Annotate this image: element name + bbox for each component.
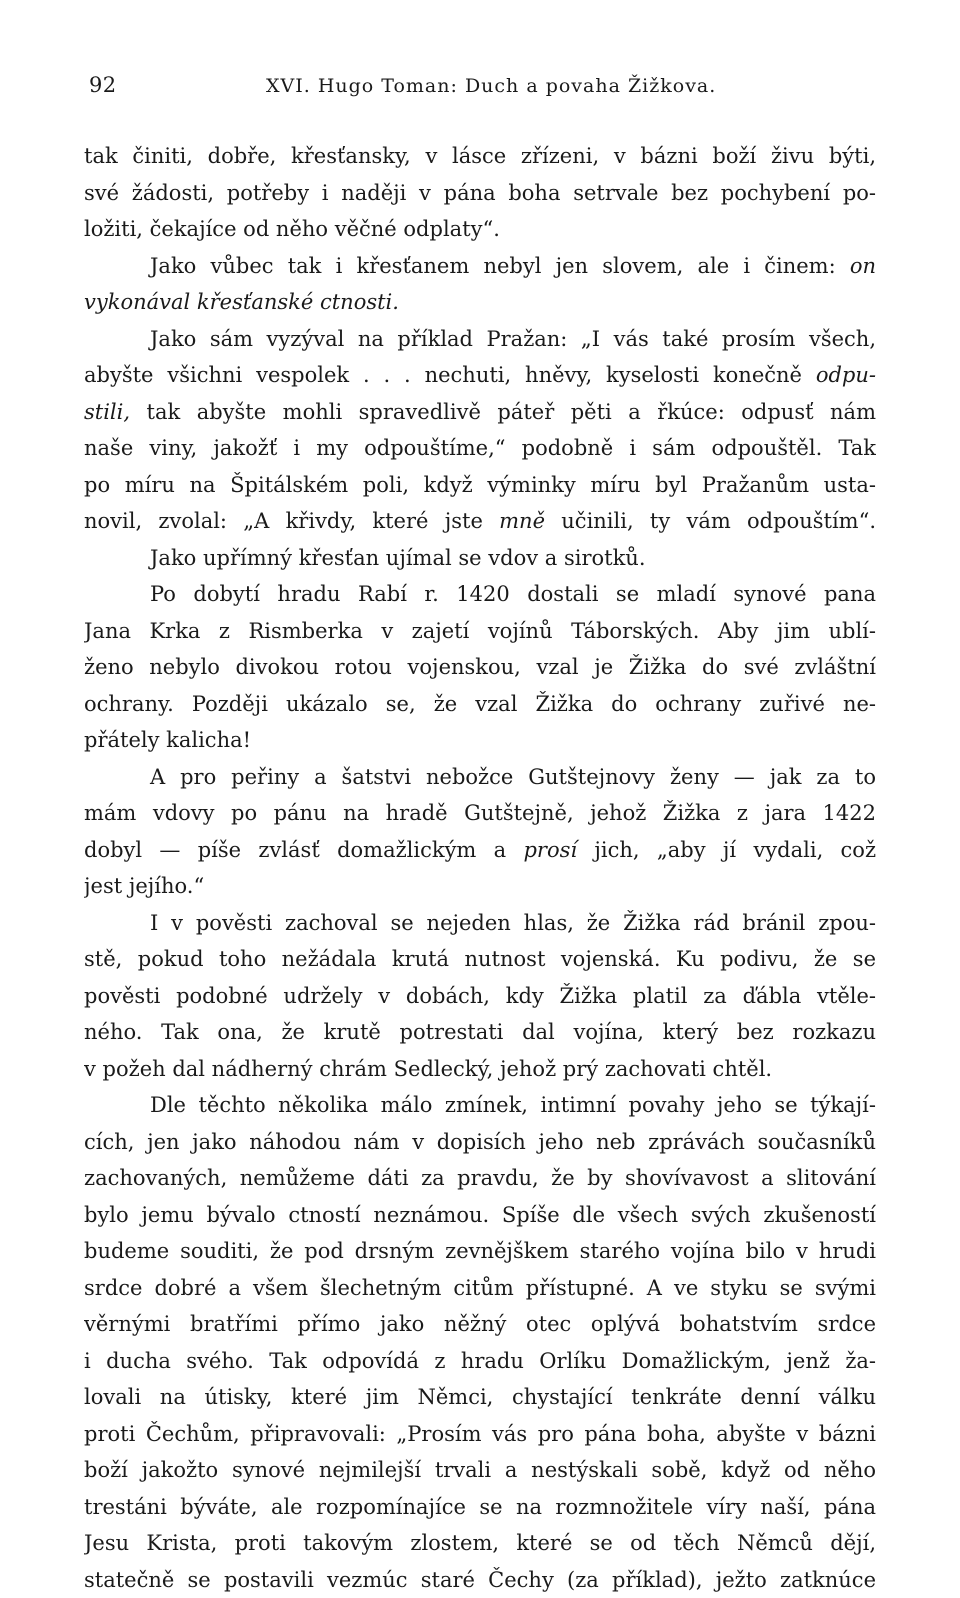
text-segment: trestáni býváte, ale rozpomínajíce se na rozmnožitele víry naší, pána bbox=[84, 1495, 876, 1519]
italic-text: prosí bbox=[523, 838, 577, 862]
text-line bbox=[84, 1087, 876, 1124]
text-segment: ochrany. Později ukázalo se, že vzal Žižka do ochrany zuřivé ne- bbox=[84, 692, 876, 716]
text-segment: statečně se postavili vezmúc staré Čechy (za příklad), ježto zatknúce bbox=[84, 1568, 876, 1592]
text-segment: mám vdovy po pánu na hradě Gutštejně, jehož Žižka z jara 1422 bbox=[84, 801, 876, 825]
text-line bbox=[84, 759, 876, 796]
text-line bbox=[84, 1014, 876, 1051]
text-line bbox=[84, 978, 876, 1015]
text-line bbox=[84, 1416, 876, 1453]
text-line bbox=[84, 1343, 876, 1380]
text-segment: Jako upřímný křesťan ujímal se vdov a sirotků. bbox=[150, 546, 646, 570]
text-line bbox=[84, 1452, 876, 1489]
italic-text: mně bbox=[499, 509, 545, 533]
text-segment: Jesu Krista, proti takovým zlostem, které se od těch Němců dějí, bbox=[84, 1531, 876, 1555]
text-line bbox=[84, 795, 876, 832]
text-line bbox=[84, 1562, 876, 1598]
text-line bbox=[84, 1270, 876, 1307]
text-line bbox=[84, 138, 876, 175]
text-line bbox=[84, 175, 876, 212]
text-segment: Jako sám vyzýval na příklad Pražan: „I vás také prosím všech, bbox=[150, 327, 876, 351]
text-segment: Po dobytí hradu Rabí r. 1420 dostali se mladí synové pana bbox=[150, 582, 876, 606]
text-segment: abyšte všichni vespolek . . . nechuti, hněvy, kyselosti konečně bbox=[84, 363, 816, 387]
text-line bbox=[84, 1306, 876, 1343]
text-segment: budeme souditi, že pod drsným zevnějškem starého vojína bilo v hrudi bbox=[84, 1239, 876, 1263]
text-segment: po míru na Špitálském poli, když výminky míru byl Pražanům usta- bbox=[84, 473, 876, 497]
text-line bbox=[84, 211, 876, 248]
text-segment: ložiti, čekajíce od něho věčné odplaty“. bbox=[84, 217, 500, 241]
text-line bbox=[84, 613, 876, 650]
body-text bbox=[84, 138, 876, 1598]
text-line bbox=[84, 722, 876, 759]
text-segment: tak činiti, dobře, křesťansky, v lásce zřízeni, v bázni boží živu býti, bbox=[84, 144, 876, 168]
text-segment: bylo jemu bývalo ctností neznámou. Spíše dle všech svých zkušeností bbox=[84, 1203, 876, 1227]
text-segment: Jana Krka z Rismberka v zajetí vojínů Táborských. Aby jim ublí- bbox=[84, 619, 876, 643]
text-segment: A pro peřiny a šatstvi nebožce Gutštejnovy ženy — jak za to bbox=[150, 765, 876, 789]
page-number: 92 bbox=[89, 73, 117, 97]
text-segment: učinili, ty vám odpouštím“. bbox=[545, 509, 876, 533]
running-title: XVI. Hugo Toman: Duch a povaha Žižkova. bbox=[266, 75, 716, 97]
text-line bbox=[84, 576, 876, 613]
text-segment: přátely kalicha! bbox=[84, 728, 251, 752]
text-line bbox=[84, 430, 876, 467]
text-line bbox=[84, 503, 876, 540]
text-line bbox=[84, 357, 876, 394]
text-segment: srdce dobré a všem šlechetným citům přístupné. A ve styku se svými bbox=[84, 1276, 876, 1300]
text-segment: ného. Tak ona, že krutě potrestati dal vojína, který bez rozkazu bbox=[84, 1020, 876, 1044]
text-line bbox=[84, 686, 876, 723]
text-line bbox=[84, 941, 876, 978]
text-line bbox=[84, 467, 876, 504]
text-segment: zachovaných, nemůžeme dáti za pravdu, že by shovívavost a slitování bbox=[84, 1166, 876, 1190]
text-segment: jest jejího.“ bbox=[84, 874, 204, 898]
text-line bbox=[84, 321, 876, 358]
text-segment: Jako vůbec tak i křesťanem nebyl jen slovem, ale i činem: bbox=[150, 254, 850, 278]
italic-text: stili, bbox=[84, 400, 130, 424]
text-segment: cích, jen jako náhodou nám v dopisích jeho neb zprávách současníků bbox=[84, 1130, 876, 1154]
text-line bbox=[84, 1124, 876, 1161]
text-segment: I v pověsti zachoval se nejeden hlas, že Žižka rád bránil zpou- bbox=[150, 911, 876, 935]
text-segment: naše viny, jakožť i my odpouštíme,“ podobně i sám odpouštěl. Tak bbox=[84, 436, 876, 460]
italic-text: odpu- bbox=[816, 363, 876, 387]
text-line bbox=[84, 284, 876, 321]
text-segment: jich, „aby jí vydali, což bbox=[577, 838, 876, 862]
text-segment: boží jakožto synové nejmilejší trvali a nestýskali sobě, když od něho bbox=[84, 1458, 876, 1482]
text-segment: stě, pokud toho nežádala krutá nutnost vojenská. Ku podivu, že se bbox=[84, 947, 876, 971]
text-segment: dobyl — píše zvlásť domažlickým a bbox=[84, 838, 523, 862]
text-line bbox=[84, 1379, 876, 1416]
text-segment: i ducha svého. Tak odpovídá z hradu Orlíku Domažlickým, jenž ža- bbox=[84, 1349, 876, 1373]
text-segment: lovali na útisky, které jim Němci, chystající tenkráte denní válku bbox=[84, 1385, 876, 1409]
text-segment: tak abyšte mohli spravedlivě páteř pěti a řkúce: odpusť nám bbox=[130, 400, 876, 424]
text-segment: ženo nebylo divokou rotou vojenskou, vzal je Žižka do své zvláštní bbox=[84, 655, 876, 679]
text-segment: novil, zvolal: „A křivdy, které jste bbox=[84, 509, 499, 533]
text-line bbox=[84, 1489, 876, 1526]
text-segment: Dle těchto několika málo zmínek, intimní povahy jeho se týkají- bbox=[150, 1093, 876, 1117]
italic-text: on bbox=[850, 254, 876, 278]
text-segment: v požeh dal nádherný chrám Sedlecký, jehož prý zachovati chtěl. bbox=[84, 1057, 772, 1081]
text-line bbox=[84, 1160, 876, 1197]
text-line bbox=[84, 1233, 876, 1270]
text-line bbox=[84, 649, 876, 686]
text-line bbox=[84, 394, 876, 431]
text-line bbox=[84, 540, 876, 577]
text-segment: proti Čechům, připravovali: „Prosím vás pro pána boha, abyšte v bázni bbox=[84, 1422, 876, 1446]
text-line bbox=[84, 1197, 876, 1234]
text-line bbox=[84, 832, 876, 869]
text-line bbox=[84, 868, 876, 905]
text-segment: své žádosti, potřeby i naději v pána boha setrvale bez pochybení po- bbox=[84, 181, 876, 205]
page-header bbox=[84, 70, 876, 106]
text-segment: věrnými bratřími přímo jako něžný otec oplývá bohatstvím srdce bbox=[84, 1312, 876, 1336]
text-line bbox=[84, 1051, 876, 1088]
book-page bbox=[84, 70, 876, 106]
text-line bbox=[84, 905, 876, 942]
text-line bbox=[84, 248, 876, 285]
italic-text: vykonával křesťanské ctnosti. bbox=[84, 290, 399, 314]
text-line bbox=[84, 1525, 876, 1562]
text-segment: pověsti podobné udržely v dobách, kdy Žižka platil za ďábla vtěle- bbox=[84, 984, 876, 1008]
